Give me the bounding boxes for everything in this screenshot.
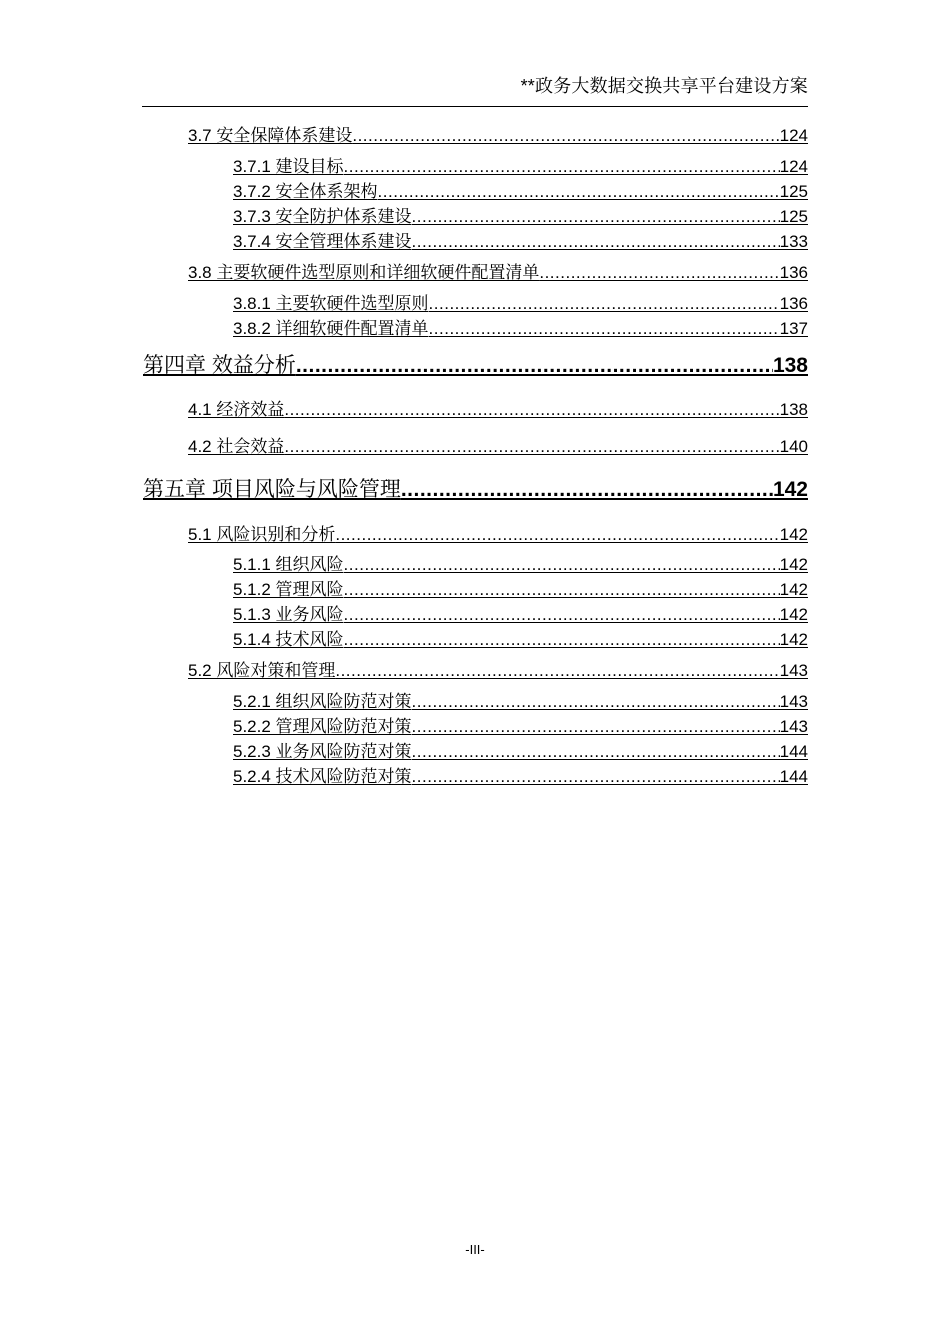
leader-dots [412, 741, 780, 763]
toc-chapter-entry[interactable] [143, 352, 808, 380]
toc-entry-page: 143 [779, 661, 808, 680]
toc-entry[interactable] [188, 399, 808, 421]
toc-entry-label: 3.7.4 安全管理体系建设 [233, 232, 412, 251]
toc-entry-page: 124 [779, 157, 808, 176]
toc-entry-page: 136 [779, 263, 808, 282]
toc-entry[interactable] [188, 524, 808, 546]
toc-entry-page: 144 [779, 767, 808, 786]
toc-entry-page: 138 [779, 400, 808, 419]
toc-entry-label: 5.1.2 管理风险 [233, 580, 344, 599]
toc-entry-page: 144 [779, 742, 808, 761]
toc-entry[interactable] [233, 181, 808, 203]
toc-entry-page: 142 [779, 605, 808, 624]
leader-dots [352, 125, 779, 147]
leader-dots [412, 206, 780, 228]
toc-entry-label: 第五章 项目风险与风险管理 [143, 478, 401, 501]
leader-dots [344, 579, 780, 601]
toc-entry-page: 125 [779, 207, 808, 226]
toc-entry-label: 第四章 效益分析 [143, 354, 296, 377]
page-number: -III- [465, 1242, 485, 1257]
document-title: **政务大数据交换共享平台建设方案 [520, 76, 808, 96]
toc-entry-label: 5.1.1 组织风险 [233, 555, 344, 574]
toc-entry-label: 3.7 安全保障体系建设 [188, 126, 353, 145]
leader-dots [539, 262, 779, 284]
toc-entry[interactable] [233, 318, 808, 340]
toc-entry[interactable] [233, 293, 808, 315]
toc-entry[interactable] [233, 716, 808, 738]
toc-entry-label: 5.1.4 技术风险 [233, 630, 344, 649]
toc-entry[interactable] [188, 436, 808, 458]
toc-entry-label: 4.2 社会效益 [188, 437, 285, 456]
leader-dots [344, 156, 780, 178]
toc-entry[interactable] [188, 125, 808, 147]
toc-entry-label: 3.7.2 安全体系架构 [233, 182, 378, 201]
toc-entry[interactable] [233, 231, 808, 253]
toc-entry[interactable] [233, 629, 808, 651]
toc-entry-page: 138 [772, 354, 808, 377]
toc-entry-label: 3.8.2 详细软硬件配置清单 [233, 319, 429, 338]
toc-entry[interactable] [233, 766, 808, 788]
toc-entry-label: 3.7.1 建设目标 [233, 157, 344, 176]
toc-chapter-entry[interactable] [143, 476, 808, 504]
toc-entry-page: 125 [779, 182, 808, 201]
leader-dots [335, 524, 779, 546]
leader-dots [284, 399, 779, 421]
leader-dots [344, 554, 780, 576]
toc-entry-label: 5.2.4 技术风险防范对策 [233, 767, 412, 786]
leader-dots [412, 231, 780, 253]
toc-entry-page: 124 [779, 126, 808, 145]
toc-entry[interactable] [233, 691, 808, 713]
toc-entry-page: 133 [779, 232, 808, 251]
toc-entry-page: 143 [779, 717, 808, 736]
toc-entry-label: 5.2.2 管理风险防范对策 [233, 717, 412, 736]
toc-entry[interactable] [233, 741, 808, 763]
toc-entry-label: 3.8.1 主要软硬件选型原则 [233, 294, 429, 313]
toc-entry[interactable] [233, 604, 808, 626]
toc-entry[interactable] [233, 579, 808, 601]
toc-entry-page: 140 [779, 437, 808, 456]
toc-entry-page: 142 [779, 580, 808, 599]
leader-dots [344, 629, 780, 651]
leader-dots [429, 293, 780, 315]
toc-entry-page: 136 [779, 294, 808, 313]
toc-entry[interactable] [233, 554, 808, 576]
leader-dots [378, 181, 780, 203]
toc-entry-page: 143 [779, 692, 808, 711]
toc-entry[interactable] [233, 206, 808, 228]
toc-entry-label: 5.1.3 业务风险 [233, 605, 344, 624]
leader-dots [412, 766, 780, 788]
leader-dots [335, 660, 779, 682]
toc-entry-label: 5.1 风险识别和分析 [188, 525, 336, 544]
toc-entry[interactable] [188, 262, 808, 284]
leader-dots [429, 318, 780, 340]
toc-entry-page: 142 [779, 630, 808, 649]
toc-entry-page: 142 [772, 478, 808, 501]
toc-entry-label: 5.2.1 组织风险防范对策 [233, 692, 412, 711]
toc-entry[interactable] [188, 660, 808, 682]
leader-dots [284, 436, 779, 458]
toc-entry-page: 142 [779, 525, 808, 544]
toc-entry-label: 4.1 经济效益 [188, 400, 285, 419]
toc-entry-page: 137 [779, 319, 808, 338]
toc-entry-label: 3.8 主要软硬件选型原则和详细软硬件配置清单 [188, 263, 540, 282]
toc-entry-page: 142 [779, 555, 808, 574]
toc-entry-label: 5.2.3 业务风险防范对策 [233, 742, 412, 761]
toc-entry-label: 3.7.3 安全防护体系建设 [233, 207, 412, 226]
leader-dots [412, 691, 780, 713]
leader-dots [344, 604, 780, 626]
leader-dots [296, 352, 773, 380]
leader-dots [412, 716, 780, 738]
leader-dots [401, 476, 773, 504]
toc-entry[interactable] [233, 156, 808, 178]
toc-entry-label: 5.2 风险对策和管理 [188, 661, 336, 680]
